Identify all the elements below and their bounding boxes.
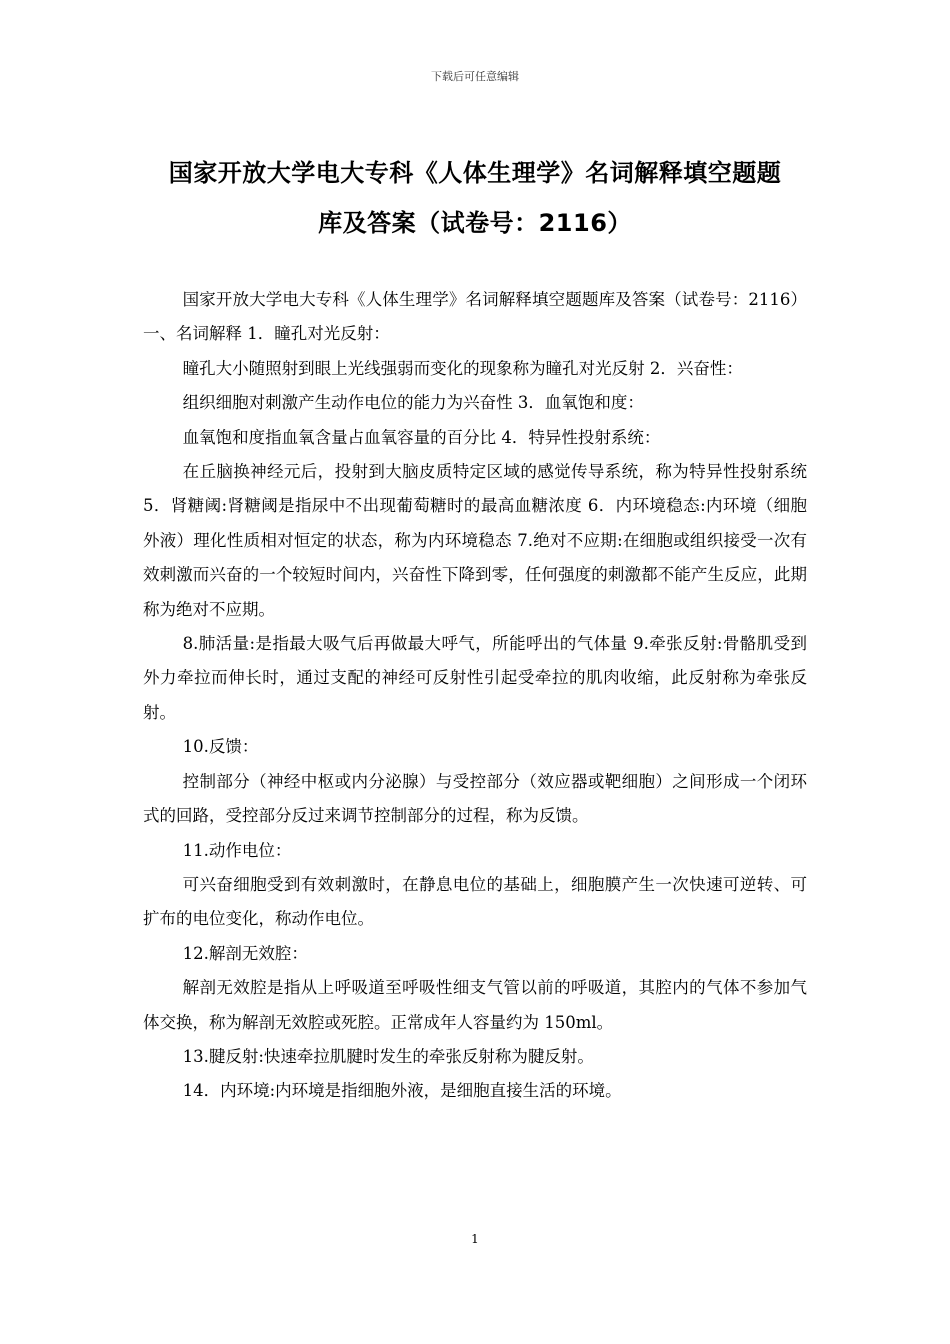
paragraph: 8.肺活量:是指最大吸气后再做最大呼气，所能呼出的气体量 9.牵张反射:骨骼肌受到外力牵拉而伸长时，通过支配的神经可反射性引起受牵拉的肌肉收缩，此反射称为牵张反射。	[143, 634, 807, 722]
paragraph: 血氧饱和度指血氧含量占血氧容量的百分比 4．特异性投射系统：	[182, 427, 661, 447]
title-line-2: 库及答案（试卷号：2116）	[318, 209, 632, 237]
paragraph: 国家开放大学电大专科《人体生理学》名词解释填空题题库及答案（试卷号：2116）一、名词解释 1．瞳孔对光反射：	[143, 290, 807, 344]
paragraph: 瞳孔大小随照射到眼上光线强弱而变化的现象称为瞳孔对光反射 2．兴奋性：	[182, 358, 743, 378]
paragraph: 13.腱反射:快速牵拉肌腱时发生的牵张反射称为腱反射。	[182, 1046, 594, 1066]
paragraph: 控制部分（神经中枢或内分泌腺）与受控部分（效应器或靶细胞）之间形成一个闭环式的回路，受控部分反过来调节控制部分的过程，称为反馈。	[143, 771, 807, 826]
page-header: 下载后可任意编辑	[431, 70, 519, 83]
document-title	[140, 148, 810, 248]
paragraph: 12.解剖无效腔：	[182, 943, 308, 963]
paragraph: 14．内环境:内环境是指细胞外液，是细胞直接生活的环境。	[182, 1081, 622, 1101]
paragraph: 解剖无效腔是指从上呼吸道至呼吸性细支气管以前的呼吸道，其腔内的气体不参加气体交换，称为解剖无效腔或死腔。正常成年人容量约为 150ml。	[143, 978, 807, 1032]
paragraph: 11.动作电位：	[182, 840, 292, 860]
page-number: 1	[471, 1232, 479, 1246]
paragraph: 组织细胞对刺激产生动作电位的能力为兴奋性 3．血氧饱和度：	[182, 393, 644, 413]
paragraph: 可兴奋细胞受到有效刺激时，在静息电位的基础上，细胞膜产生一次快速可逆转、可扩布的电位变化，称动作电位。	[143, 874, 807, 929]
document-body	[143, 283, 807, 1109]
paragraph: 在丘脑换神经元后，投射到大脑皮质特定区域的感觉传导系统，称为特异性投射系统 5．肾糖阈:肾糖阈是指尿中不出现葡萄糖时的最高血糖浓度 6．内环境稳态:内环境（细胞外液）理化性质相对恒定的状态，称为内环境稳态 7.绝对不应期:在细胞或组织接受一次有效刺激而兴奋的一个较短时间内，兴奋性下降到零，任何强度的刺激都不能产生反应，此期称为绝对不应期。	[143, 462, 807, 619]
paragraph: 10.反馈：	[182, 737, 259, 757]
title-line-1: 国家开放大学电大专科《人体生理学》名词解释填空题题	[168, 159, 782, 187]
